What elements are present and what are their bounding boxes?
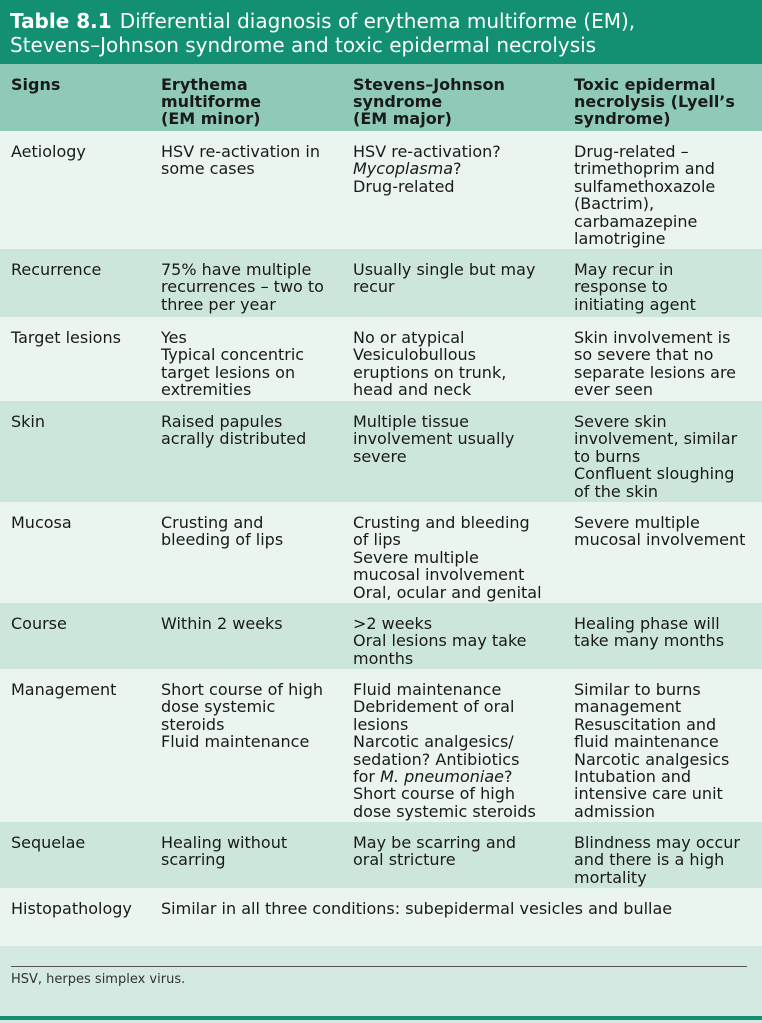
row-sjs: Crusting and bleeding of lips Severe multiple mucosal involvement Oral, ocular and genital — [353, 513, 542, 602]
table-title-line1: Differential diagnosis of erythema multiforme (EM), — [119, 9, 636, 33]
row-ten: Drug-related – trimethoprim and sulfamethoxazole (Bactrim), carbamazepine lamotrigine — [574, 142, 716, 249]
table-row — [0, 131, 762, 249]
row-sign: Sequelae — [11, 833, 86, 852]
table-row — [0, 317, 762, 401]
row-em: Healing without scarring — [161, 833, 288, 870]
row-sjs: May be scarring and oral stricture — [353, 833, 516, 870]
row-sign: Skin — [11, 412, 46, 431]
row-ten: Severe skin involvement, similar to burns Confluent sloughing of the skin — [574, 412, 738, 501]
table-title-line2: Stevens–Johnson syndrome and toxic epidermal necrolysis — [10, 33, 597, 57]
table-number: Table 8.1 — [10, 9, 112, 33]
row-ten: Severe multiple mucosal involvement — [574, 513, 746, 550]
row-sign: Management — [11, 680, 117, 699]
row-ten: Blindness may occur and there is a high mortality — [574, 833, 740, 887]
row-histopathology-text: Similar in all three conditions: subepidermal vesicles and bullae — [161, 899, 673, 918]
row-ten: Healing phase will take many months — [574, 614, 725, 651]
table-row — [0, 249, 762, 317]
row-em: Within 2 weeks — [161, 614, 283, 633]
table-row — [0, 888, 762, 946]
row-em: Raised papules acrally distributed — [161, 412, 307, 449]
row-sign: Course — [11, 614, 67, 633]
table-row — [0, 669, 762, 822]
row-sjs: HSV re-activation? Mycoplasma? Drug-related — [353, 142, 501, 196]
table-row — [0, 822, 762, 888]
table-row — [0, 502, 762, 603]
row-sjs: >2 weeks Oral lesions may take months — [353, 614, 527, 668]
bottom-rule — [0, 1016, 762, 1020]
table-title — [0, 0, 762, 64]
footnote: HSV, herpes simplex virus. — [11, 972, 186, 987]
row-ten: Skin involvement is so severe that no separate lesions are ever seen — [574, 328, 737, 400]
header-stevens-johnson: Stevens–Johnson syndrome (EM major) — [353, 75, 505, 128]
table-header-row — [0, 64, 762, 131]
header-toxic-epidermal-necrolysis: Toxic epidermal necrolysis (Lyell’s syndrome) — [574, 75, 735, 128]
row-sjs: Usually single but may recur — [353, 260, 536, 297]
row-sjs: Multiple tissue involvement usually severe — [353, 412, 515, 466]
row-sign: Target lesions — [11, 328, 121, 347]
header-erythema-multiforme: Erythema multiforme (EM minor) — [161, 75, 262, 128]
table-body — [0, 131, 762, 946]
row-ten: Similar to burns management Resuscitation and fluid maintenance Narcotic analgesics Intubation and intensive care unit admission — [574, 680, 730, 821]
row-em: HSV re-activation in some cases — [161, 142, 320, 179]
table-row — [0, 603, 762, 669]
footnote-divider — [11, 966, 747, 967]
row-sign: Aetiology — [11, 142, 86, 161]
row-sign: Histopathology — [11, 899, 132, 918]
row-sign: Recurrence — [11, 260, 102, 279]
row-em: Crusting and bleeding of lips — [161, 513, 284, 550]
row-sjs: No or atypical Vesiculobullous eruptions on trunk, head and neck — [353, 328, 507, 400]
row-em: Yes Typical concentric target lesions on extremities — [161, 328, 305, 400]
table-row — [0, 401, 762, 502]
header-signs: Signs — [11, 75, 61, 94]
row-ten: May recur in response to initiating agent — [574, 260, 696, 314]
row-em: Short course of high dose systemic steroids Fluid maintenance — [161, 680, 323, 752]
row-sign: Mucosa — [11, 513, 72, 532]
row-sjs: Fluid maintenance Debridement of oral lesions Narcotic analgesics/ sedation? Antibiotics for M. pneumoniae? Short course of high dose systemic steroids — [353, 680, 536, 821]
row-em: 75% have multiple recurrences – two to three per year — [161, 260, 324, 314]
